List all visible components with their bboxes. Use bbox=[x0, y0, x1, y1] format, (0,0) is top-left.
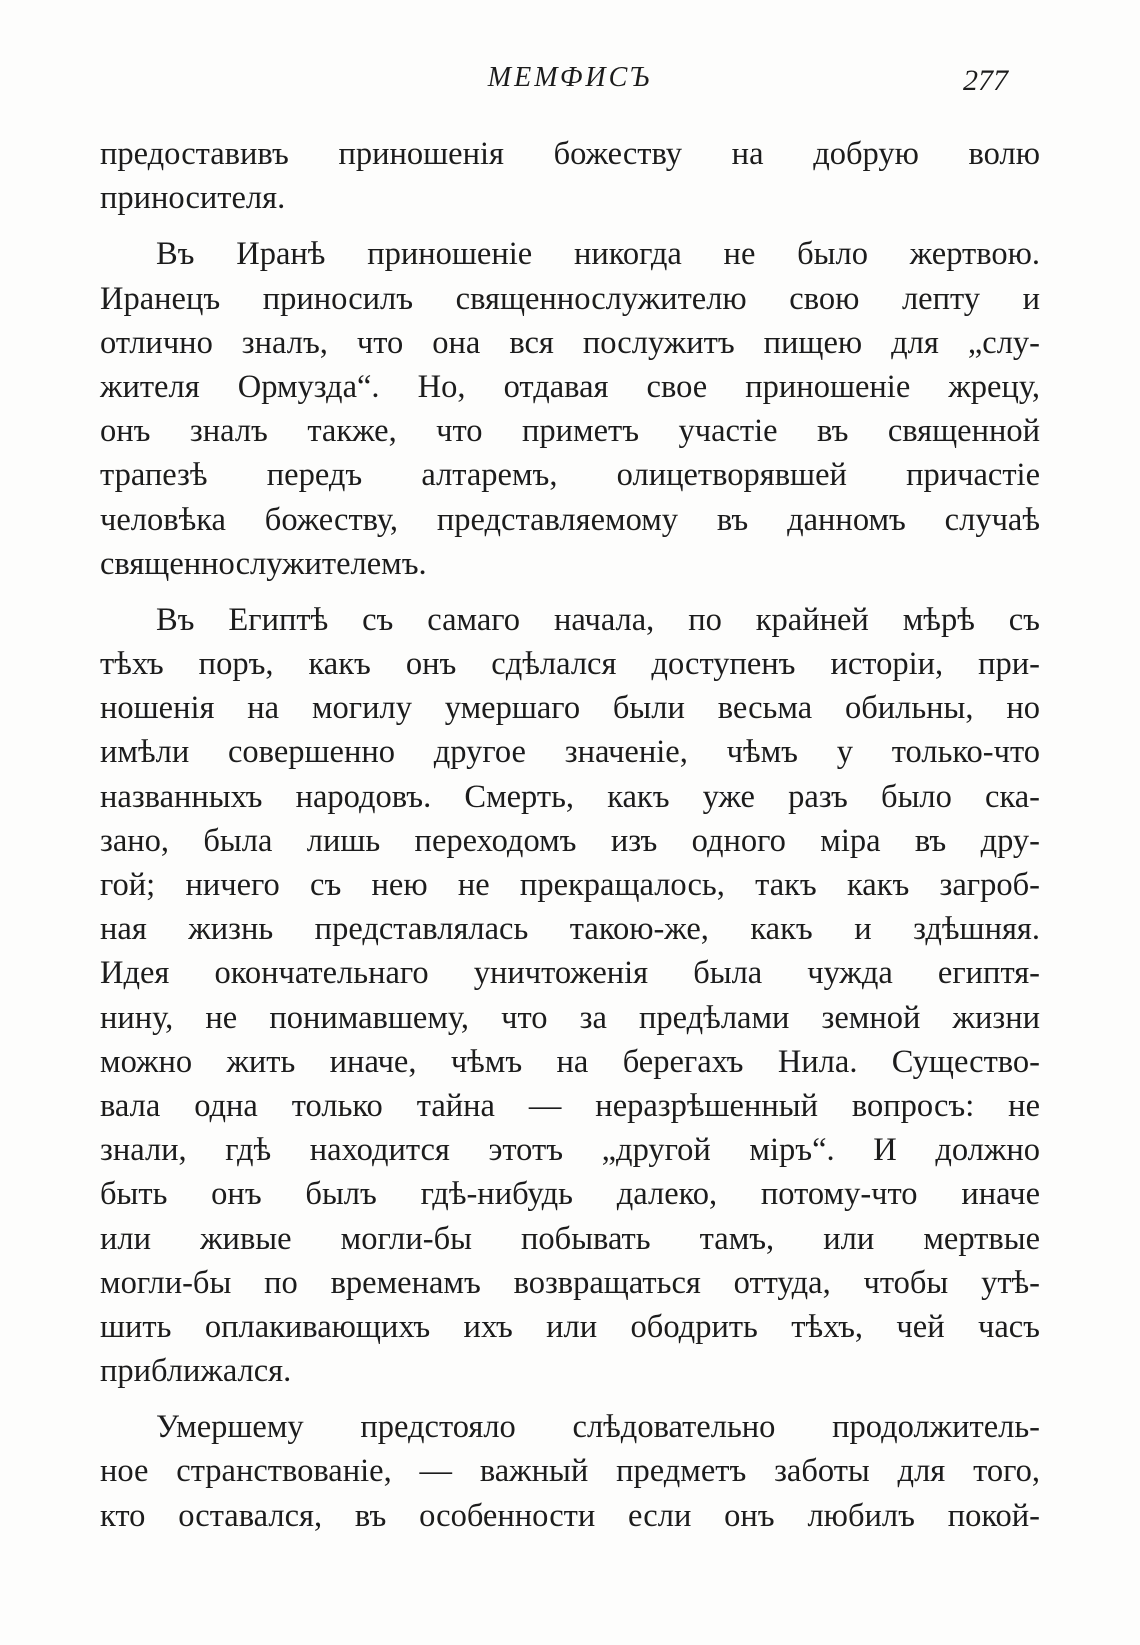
text-line: или живые могли-бы побывать тамъ, или мертвые bbox=[100, 1220, 1040, 1257]
text-line: ная жизнь представлялась такою-же, какъ и здѣшняя. bbox=[100, 911, 1040, 948]
text-line: вала одна только тайна — неразрѣшенный вопросъ: не bbox=[100, 1087, 1040, 1124]
text-line: нину, не понимавшему, что за предѣлами земной жизни bbox=[100, 999, 1040, 1036]
text-line: жителя Ормузда“. Но, отдавая свое приношеніе жрецу, bbox=[100, 368, 1040, 405]
text-line: священнослужителемъ. bbox=[100, 545, 427, 582]
text-line: Иранецъ приносилъ священнослужителю свою лепту и bbox=[100, 280, 1040, 317]
text-line: ношенія на могилу умершаго были весьма обильны, но bbox=[100, 690, 1040, 727]
body-text bbox=[100, 132, 1040, 1538]
text-line: имѣли совершенно другое значеніе, чѣмъ у только-что bbox=[100, 734, 1040, 771]
text-line: знали, гдѣ находится этотъ „другой міръ“. И должно bbox=[100, 1132, 1040, 1169]
text-line: Въ Египтѣ съ самаго начала, по крайней мѣрѣ съ bbox=[156, 601, 1040, 638]
text-line: гой; ничего съ нею не прекращалось, такъ какъ загроб- bbox=[100, 867, 1040, 903]
text-line: Въ Иранѣ приношеніе никогда не было жертвою. bbox=[156, 236, 1040, 273]
text-line: человѣка божеству, представляемому въ данномъ случаѣ bbox=[100, 501, 1040, 538]
text-line: приближался. bbox=[100, 1353, 292, 1390]
text-line: Идея окончательнаго уничтоженія была чужда египтя- bbox=[100, 955, 1040, 992]
paragraph bbox=[100, 598, 1040, 1393]
text-line: быть онъ былъ гдѣ-нибудь далеко, потому-что иначе bbox=[100, 1176, 1040, 1213]
text-line: шить оплакивающихъ ихъ или ободрить тѣхъ, чей часъ bbox=[100, 1308, 1040, 1345]
text-line: названныхъ народовъ. Смерть, какъ уже разъ было ска- bbox=[100, 778, 1040, 815]
running-head bbox=[0, 62, 1140, 102]
paragraph bbox=[100, 132, 1040, 220]
text-line: онъ зналъ также, что приметъ участіе въ священной bbox=[100, 413, 1040, 450]
text-line: можно жить иначе, чѣмъ на берегахъ Нила. Существо- bbox=[100, 1043, 1040, 1080]
text-line: ное странствованіе, — важный предметъ заботы для того, bbox=[100, 1453, 1040, 1490]
paragraph bbox=[100, 1405, 1040, 1538]
text-line: кто оставался, въ особенности если онъ любилъ покой- bbox=[100, 1497, 1040, 1534]
paragraph bbox=[100, 232, 1040, 586]
text-line: приносителя. bbox=[100, 180, 286, 217]
text-line: Умершему предстояло слѣдовательно продолжитель- bbox=[156, 1409, 1040, 1446]
text-line: зано, была лишь переходомъ изъ одного міра въ дру- bbox=[100, 822, 1040, 859]
text-line: отлично зналъ, что она вся послужитъ пищею для „слу- bbox=[100, 324, 1040, 361]
running-title: МЕМФИСЪ bbox=[487, 62, 653, 93]
text-line: тѣхъ поръ, какъ онъ сдѣлался доступенъ исторіи, при- bbox=[100, 646, 1040, 683]
text-line: могли-бы по временамъ возвращаться оттуда, чтобы утѣ- bbox=[100, 1264, 1040, 1301]
text-line: предоставивъ приношенія божеству на добрую волю bbox=[100, 136, 1040, 172]
page-number: 277 bbox=[963, 64, 1008, 97]
text-line: трапезѣ передъ алтаремъ, олицетворявшей причастіе bbox=[100, 457, 1040, 494]
